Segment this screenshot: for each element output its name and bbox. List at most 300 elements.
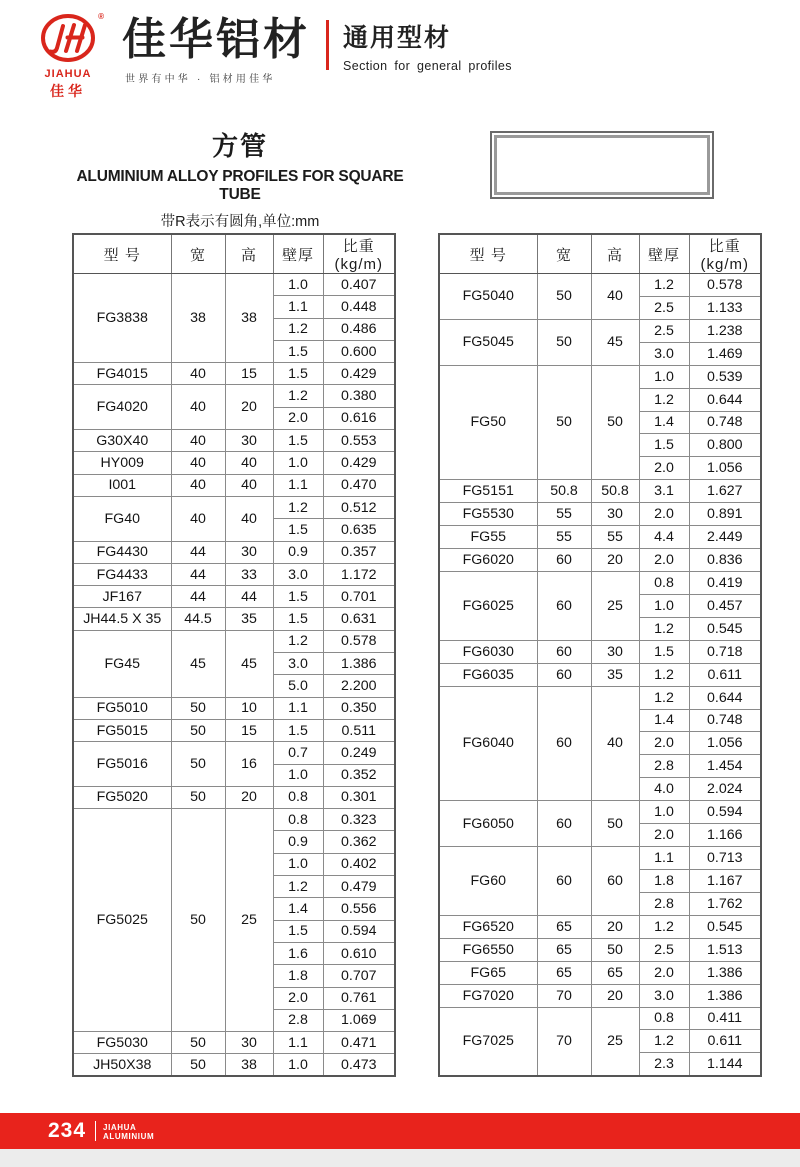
weight-cell: 0.357	[323, 541, 395, 563]
height-cell: 45	[225, 630, 273, 697]
weight-cell: 2.024	[689, 778, 761, 801]
weight-cell: 0.429	[323, 452, 395, 474]
table-row	[439, 526, 761, 549]
weight-cell: 1.454	[689, 755, 761, 778]
model-cell: FG6035	[439, 663, 537, 686]
width-cell: 50	[171, 1032, 225, 1054]
thickness-cell: 1.2	[273, 385, 323, 407]
height-cell: 40	[591, 686, 639, 801]
table-row	[439, 984, 761, 1007]
section-title-cn: 通用型材	[343, 24, 452, 52]
thickness-cell: 1.0	[639, 365, 689, 388]
thickness-cell: 2.0	[273, 407, 323, 429]
table-row	[73, 474, 395, 496]
width-cell: 38	[171, 274, 225, 363]
weight-cell: 0.611	[689, 663, 761, 686]
table-row	[439, 503, 761, 526]
thickness-cell: 1.0	[273, 452, 323, 474]
model-cell: FG50	[439, 365, 537, 480]
height-cell: 30	[591, 640, 639, 663]
weight-cell: 0.539	[689, 365, 761, 388]
weight-cell: 0.610	[323, 942, 395, 964]
width-cell: 50	[171, 1054, 225, 1076]
weight-cell: 0.448	[323, 296, 395, 318]
weight-cell: 0.616	[323, 407, 395, 429]
table-row	[73, 385, 395, 407]
brand-header	[22, 12, 512, 101]
model-cell: FG5025	[73, 809, 171, 1032]
model-cell: FG6030	[439, 640, 537, 663]
unit-note: 带R表示有圆角,单位:mm	[160, 214, 320, 230]
weight-cell: 1.386	[689, 984, 761, 1007]
model-cell: FG55	[439, 526, 537, 549]
weight-cell: 0.470	[323, 474, 395, 496]
weight-cell: 0.707	[323, 965, 395, 987]
profile-tables	[72, 233, 762, 1077]
weight-cell: 0.611	[689, 1030, 761, 1053]
table-row	[73, 608, 395, 630]
weight-cell: 0.323	[323, 809, 395, 831]
model-cell: FG60	[439, 847, 537, 916]
table-row	[439, 1007, 761, 1030]
thickness-cell: 1.2	[273, 630, 323, 652]
height-cell: 35	[225, 608, 273, 630]
width-cell: 44.5	[171, 608, 225, 630]
width-cell: 50	[537, 319, 591, 365]
width-cell: 50	[171, 809, 225, 1032]
weight-cell: 0.594	[323, 920, 395, 942]
model-cell: FG4433	[73, 563, 171, 585]
weight-cell: 1.762	[689, 892, 761, 915]
width-cell: 44	[171, 541, 225, 563]
weight-cell: 0.748	[689, 709, 761, 732]
weight-cell: 1.144	[689, 1053, 761, 1076]
width-cell: 44	[171, 586, 225, 608]
thickness-cell: 1.5	[273, 430, 323, 452]
width-cell: 65	[537, 961, 591, 984]
thickness-cell: 0.8	[639, 1007, 689, 1030]
col-header-model: 型 号	[73, 234, 171, 274]
table-row	[73, 786, 395, 808]
table-row	[439, 663, 761, 686]
table-row	[73, 496, 395, 518]
thickness-cell: 1.4	[273, 898, 323, 920]
thickness-cell: 1.0	[273, 764, 323, 786]
weight-cell: 0.545	[689, 915, 761, 938]
table-row	[73, 541, 395, 563]
thickness-cell: 2.8	[273, 1009, 323, 1031]
weight-cell: 2.200	[323, 675, 395, 697]
weight-cell: 1.056	[689, 732, 761, 755]
weight-cell: 0.761	[323, 987, 395, 1009]
model-cell: FG6020	[439, 549, 537, 572]
thickness-cell: 1.1	[639, 847, 689, 870]
height-cell: 40	[225, 452, 273, 474]
width-cell: 40	[171, 452, 225, 474]
thickness-cell: 5.0	[273, 675, 323, 697]
thickness-cell: 1.5	[273, 519, 323, 541]
thickness-cell: 1.2	[639, 617, 689, 640]
model-cell: FG5040	[439, 274, 537, 320]
model-cell: HY009	[73, 452, 171, 474]
thickness-cell: 1.1	[273, 1032, 323, 1054]
height-cell: 20	[591, 549, 639, 572]
col-header-width: 宽	[537, 234, 591, 274]
model-cell: FG5030	[73, 1032, 171, 1054]
thickness-cell: 1.0	[273, 853, 323, 875]
weight-cell: 1.627	[689, 480, 761, 503]
weight-cell: 0.471	[323, 1032, 395, 1054]
width-cell: 45	[171, 630, 225, 697]
weight-cell: 1.386	[689, 961, 761, 984]
width-cell: 55	[537, 526, 591, 549]
width-cell: 50	[537, 274, 591, 320]
footer-bar	[0, 1113, 800, 1149]
thickness-cell: 1.5	[273, 920, 323, 942]
model-cell: FG3838	[73, 274, 171, 363]
weight-cell: 0.407	[323, 274, 395, 296]
thickness-cell: 2.0	[639, 457, 689, 480]
weight-cell: 0.350	[323, 697, 395, 719]
col-header-width: 宽	[171, 234, 225, 274]
table-row	[439, 686, 761, 709]
logo-brand-en: JIAHUA	[44, 68, 92, 80]
footer-brand	[103, 1121, 154, 1141]
width-cell: 40	[171, 385, 225, 430]
weight-cell: 0.718	[689, 640, 761, 663]
thickness-cell: 1.4	[639, 411, 689, 434]
thickness-cell: 2.8	[639, 755, 689, 778]
header-divider	[326, 20, 329, 70]
page-number: 234	[48, 1119, 87, 1142]
model-cell: FG5020	[73, 786, 171, 808]
table-row	[439, 319, 761, 342]
model-cell: JF167	[73, 586, 171, 608]
thickness-cell: 0.8	[639, 571, 689, 594]
thickness-cell: 3.0	[273, 653, 323, 675]
width-cell: 60	[537, 686, 591, 801]
thickness-cell: 2.3	[639, 1053, 689, 1076]
weight-cell: 0.479	[323, 876, 395, 898]
brand-main	[122, 12, 310, 85]
thickness-cell: 1.1	[273, 296, 323, 318]
brand-title: 佳华铝材	[122, 15, 310, 64]
profile-table-right	[438, 233, 762, 1077]
weight-cell: 0.748	[689, 411, 761, 434]
model-cell: FG6025	[439, 571, 537, 640]
thickness-cell: 3.0	[273, 563, 323, 585]
weight-cell: 0.380	[323, 385, 395, 407]
weight-cell: 0.249	[323, 742, 395, 764]
weight-cell: 1.069	[323, 1009, 395, 1031]
height-cell: 45	[591, 319, 639, 365]
height-cell: 30	[225, 1032, 273, 1054]
thickness-cell: 0.8	[273, 809, 323, 831]
table-row	[439, 938, 761, 961]
width-cell: 65	[537, 938, 591, 961]
col-header-height: 高	[225, 234, 273, 274]
weight-cell: 0.419	[689, 571, 761, 594]
height-cell: 30	[591, 503, 639, 526]
width-cell: 50	[171, 786, 225, 808]
table-row	[73, 586, 395, 608]
table-row	[73, 719, 395, 741]
width-cell: 60	[537, 571, 591, 640]
height-cell: 60	[591, 847, 639, 916]
width-cell: 60	[537, 801, 591, 847]
model-cell: I001	[73, 474, 171, 496]
thickness-cell: 2.5	[639, 296, 689, 319]
thickness-cell: 1.5	[639, 640, 689, 663]
footer-divider	[95, 1121, 96, 1141]
weight-cell: 0.600	[323, 340, 395, 362]
table-row	[439, 274, 761, 297]
width-cell: 50	[171, 742, 225, 787]
model-cell: FG4015	[73, 363, 171, 385]
logo-brand-cn: 佳华	[50, 83, 86, 99]
brand-slogan: 世界有中华 · 铝材用佳华	[125, 74, 276, 85]
model-cell: FG5151	[439, 480, 537, 503]
weight-cell: 1.172	[323, 563, 395, 585]
col-header-thickness: 壁厚	[639, 234, 689, 274]
height-cell: 20	[225, 786, 273, 808]
width-cell: 40	[171, 496, 225, 541]
width-cell: 50	[171, 719, 225, 741]
weight-cell: 1.513	[689, 938, 761, 961]
thickness-cell: 1.2	[639, 1030, 689, 1053]
table-row	[73, 563, 395, 585]
table-row	[73, 452, 395, 474]
thickness-cell: 2.0	[639, 824, 689, 847]
height-cell: 16	[225, 742, 273, 787]
weight-cell: 0.635	[323, 519, 395, 541]
thickness-cell: 2.0	[639, 503, 689, 526]
table-row	[73, 742, 395, 764]
registered-mark: ®	[98, 12, 104, 21]
table-row	[73, 430, 395, 452]
height-cell: 55	[591, 526, 639, 549]
table-row	[439, 801, 761, 824]
weight-cell: 0.402	[323, 853, 395, 875]
table-row	[439, 480, 761, 503]
col-header-weight: 比重(kg/m)	[689, 234, 761, 274]
thickness-cell: 0.8	[273, 786, 323, 808]
height-cell: 35	[591, 663, 639, 686]
thickness-cell: 2.0	[639, 732, 689, 755]
tube-wall	[494, 135, 710, 195]
weight-cell: 0.644	[689, 686, 761, 709]
weight-cell: 0.578	[323, 630, 395, 652]
model-cell: FG5530	[439, 503, 537, 526]
height-cell: 20	[591, 984, 639, 1007]
weight-cell: 1.167	[689, 869, 761, 892]
width-cell: 40	[171, 430, 225, 452]
thickness-cell: 1.6	[273, 942, 323, 964]
table-row	[73, 1032, 395, 1054]
thickness-cell: 4.0	[639, 778, 689, 801]
model-cell: FG6050	[439, 801, 537, 847]
model-cell: JH50X38	[73, 1054, 171, 1076]
thickness-cell: 1.8	[639, 869, 689, 892]
thickness-cell: 1.0	[639, 594, 689, 617]
height-cell: 44	[225, 586, 273, 608]
height-cell: 20	[591, 915, 639, 938]
table-row	[439, 365, 761, 388]
weight-cell: 1.469	[689, 342, 761, 365]
thickness-cell: 1.1	[273, 697, 323, 719]
weight-cell: 0.701	[323, 586, 395, 608]
page-title-block	[70, 126, 410, 231]
thickness-cell: 4.4	[639, 526, 689, 549]
table-row	[73, 1054, 395, 1076]
thickness-cell: 3.1	[639, 480, 689, 503]
thickness-cell: 1.5	[639, 434, 689, 457]
table-row	[73, 363, 395, 385]
weight-cell: 0.553	[323, 430, 395, 452]
table-header-row	[439, 234, 761, 274]
thickness-cell: 1.2	[639, 686, 689, 709]
table-row	[439, 571, 761, 594]
weight-cell: 0.644	[689, 388, 761, 411]
thickness-cell: 1.0	[639, 801, 689, 824]
height-cell: 20	[225, 385, 273, 430]
weight-cell: 0.836	[689, 549, 761, 572]
table-row	[439, 961, 761, 984]
weight-cell: 0.512	[323, 496, 395, 518]
width-cell: 60	[537, 663, 591, 686]
weight-cell: 0.362	[323, 831, 395, 853]
weight-cell: 0.800	[689, 434, 761, 457]
thickness-cell: 1.1	[273, 474, 323, 496]
table-row	[439, 915, 761, 938]
page-title: 方管	[211, 131, 268, 161]
height-cell: 50	[591, 801, 639, 847]
height-cell: 25	[225, 809, 273, 1032]
section-title-en: Section for general profiles	[343, 59, 512, 73]
thickness-cell: 1.5	[273, 608, 323, 630]
height-cell: 40	[225, 474, 273, 496]
model-cell: FG5016	[73, 742, 171, 787]
thickness-cell: 2.5	[639, 938, 689, 961]
page-title-en: ALUMINIUM ALLOY PROFILES FOR SQUARE TUBE	[76, 168, 404, 203]
thickness-cell: 1.5	[273, 340, 323, 362]
model-cell: FG5015	[73, 719, 171, 741]
model-cell: FG5045	[439, 319, 537, 365]
table-row	[439, 549, 761, 572]
col-header-height: 高	[591, 234, 639, 274]
width-cell: 50.8	[537, 480, 591, 503]
width-cell: 55	[537, 503, 591, 526]
weight-cell: 1.056	[689, 457, 761, 480]
thickness-cell: 1.2	[639, 388, 689, 411]
model-cell: FG65	[439, 961, 537, 984]
height-cell: 33	[225, 563, 273, 585]
model-cell: FG5010	[73, 697, 171, 719]
model-cell: FG40	[73, 496, 171, 541]
weight-cell: 0.411	[689, 1007, 761, 1030]
model-cell: FG7020	[439, 984, 537, 1007]
weight-cell: 0.511	[323, 719, 395, 741]
thickness-cell: 1.2	[273, 318, 323, 340]
width-cell: 70	[537, 984, 591, 1007]
height-cell: 10	[225, 697, 273, 719]
thickness-cell: 3.0	[639, 342, 689, 365]
table-row	[73, 809, 395, 831]
thickness-cell: 1.0	[273, 1054, 323, 1076]
jiahua-emblem-icon	[39, 12, 104, 64]
weight-cell: 0.556	[323, 898, 395, 920]
profile-table-left	[72, 233, 396, 1077]
col-header-thickness: 壁厚	[273, 234, 323, 274]
thickness-cell: 1.0	[273, 274, 323, 296]
thickness-cell: 1.8	[273, 965, 323, 987]
thickness-cell: 1.2	[639, 663, 689, 686]
width-cell: 65	[537, 915, 591, 938]
width-cell: 40	[171, 474, 225, 496]
square-tube-drawing	[490, 131, 714, 199]
footer-strip	[0, 1149, 800, 1167]
height-cell: 30	[225, 430, 273, 452]
weight-cell: 0.891	[689, 503, 761, 526]
height-cell: 25	[591, 1007, 639, 1076]
height-cell: 15	[225, 363, 273, 385]
model-cell: JH44.5 X 35	[73, 608, 171, 630]
thickness-cell: 1.2	[273, 876, 323, 898]
height-cell: 38	[225, 274, 273, 363]
thickness-cell: 2.8	[639, 892, 689, 915]
weight-cell: 0.473	[323, 1054, 395, 1076]
weight-cell: 0.545	[689, 617, 761, 640]
model-cell: FG6040	[439, 686, 537, 801]
weight-cell: 0.486	[323, 318, 395, 340]
width-cell: 60	[537, 640, 591, 663]
width-cell: 60	[537, 549, 591, 572]
thickness-cell: 3.0	[639, 984, 689, 1007]
thickness-cell: 1.2	[639, 274, 689, 297]
footer-brand-line2: ALUMINIUM	[103, 1132, 155, 1141]
company-logo	[22, 12, 114, 101]
weight-cell: 0.352	[323, 764, 395, 786]
table-row	[73, 630, 395, 652]
thickness-cell: 1.5	[273, 719, 323, 741]
width-cell: 50	[537, 365, 591, 480]
height-cell: 40	[591, 274, 639, 320]
weight-cell: 0.457	[689, 594, 761, 617]
model-cell: FG4430	[73, 541, 171, 563]
weight-cell: 0.578	[689, 274, 761, 297]
thickness-cell: 1.4	[639, 709, 689, 732]
thickness-cell: 2.0	[639, 549, 689, 572]
table-row	[73, 274, 395, 296]
model-cell: G30X40	[73, 430, 171, 452]
thickness-cell: 0.9	[273, 541, 323, 563]
width-cell: 70	[537, 1007, 591, 1076]
width-cell: 60	[537, 847, 591, 916]
height-cell: 40	[225, 496, 273, 541]
thickness-cell: 2.0	[273, 987, 323, 1009]
thickness-cell: 2.5	[639, 319, 689, 342]
col-header-model: 型 号	[439, 234, 537, 274]
weight-cell: 2.449	[689, 526, 761, 549]
height-cell: 50.8	[591, 480, 639, 503]
weight-cell: 0.301	[323, 786, 395, 808]
height-cell: 25	[591, 571, 639, 640]
weight-cell: 0.429	[323, 363, 395, 385]
model-cell: FG6550	[439, 938, 537, 961]
height-cell: 50	[591, 365, 639, 480]
thickness-cell: 1.5	[273, 586, 323, 608]
model-cell: FG45	[73, 630, 171, 697]
